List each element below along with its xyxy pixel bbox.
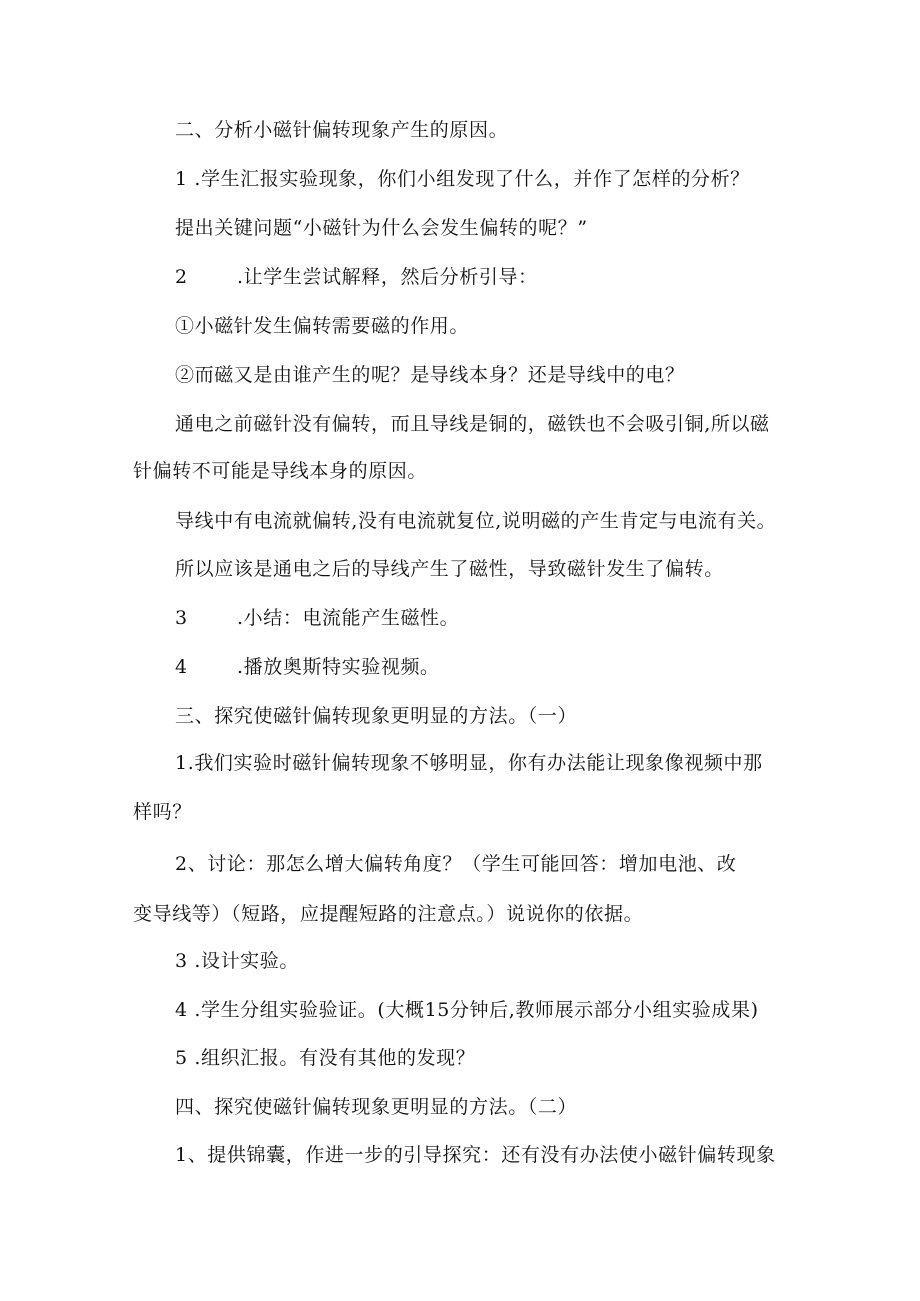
paragraph-discussion-line-1: 2、讨论：那怎么增大偏转角度？（学生可能回答：增加电池、改 <box>175 853 737 875</box>
paragraph-conclusion: 所以应该是通电之后的导线产生了磁性，导致磁针发生了偏转。 <box>175 558 724 580</box>
step-text: .小结：电流能产生磁性。 <box>237 607 460 629</box>
paragraph-step-1: 1 .学生汇报实验现象，你们小组发现了什么，并作了怎样的分析？ <box>175 168 750 190</box>
paragraph-further-guidance: 1、提供锦囊，作进一步的引导探究：还有没有办法使小磁针偏转现象 <box>175 1144 776 1166</box>
step-number: 4 <box>175 656 188 678</box>
step-number: 2 <box>175 266 188 288</box>
section-heading-2: 二、分析小磁针偏转现象产生的原因。 <box>175 119 509 141</box>
paragraph-current-reason: 导线中有电流就偏转,没有电流就复位,说明磁的产生肯定与电流有关。 <box>175 510 777 532</box>
section-heading-4: 四、探究使磁针偏转现象更明显的方法。（二） <box>175 1096 578 1118</box>
paragraph-step-2 <box>175 265 538 289</box>
paragraph-design-experiment: 3 .设计实验。 <box>175 950 299 972</box>
paragraph-group-experiment: 4 .学生分组实验验证。(大概15分钟后,教师展示部分小组实验成果) <box>175 999 759 1021</box>
paragraph-point-1: ①小磁针发生偏转需要磁的作用。 <box>175 315 470 337</box>
paragraph-point-2: ②而磁又是由谁产生的呢？是导线本身？还是导线中的电？ <box>175 364 685 386</box>
paragraph-key-question: 提出关键问题“小磁针为什么会发生偏转的呢？” <box>175 217 588 239</box>
paragraph-step-4 <box>175 655 440 679</box>
paragraph-discussion-line-2: 变导线等）（短路，应提醒短路的注意点。）说说你的依据。 <box>133 903 644 925</box>
paragraph-explanation-line-1: 通电之前磁针没有偏转，而且导线是铜的，磁铁也不会吸引铜,所以磁 <box>175 413 770 435</box>
step-text: .让学生尝试解释，然后分析引导： <box>237 266 538 288</box>
paragraph-explanation-line-2: 针偏转不可能是导线本身的原因。 <box>133 460 428 482</box>
paragraph-question-line-2: 样吗？ <box>133 801 192 823</box>
paragraph-report: 5 .组织汇报。有没有其他的发现？ <box>175 1047 476 1069</box>
step-number: 3 <box>175 607 188 629</box>
section-heading-3: 三、探究使磁针偏转现象更明显的方法。（一） <box>175 705 578 727</box>
step-text: .播放奥斯特实验视频。 <box>237 656 440 678</box>
paragraph-question-line-1: 1.我们实验时磁针偏转现象不够明显，你有办法能让现象像视频中那 <box>175 752 763 774</box>
paragraph-step-3 <box>175 606 459 630</box>
